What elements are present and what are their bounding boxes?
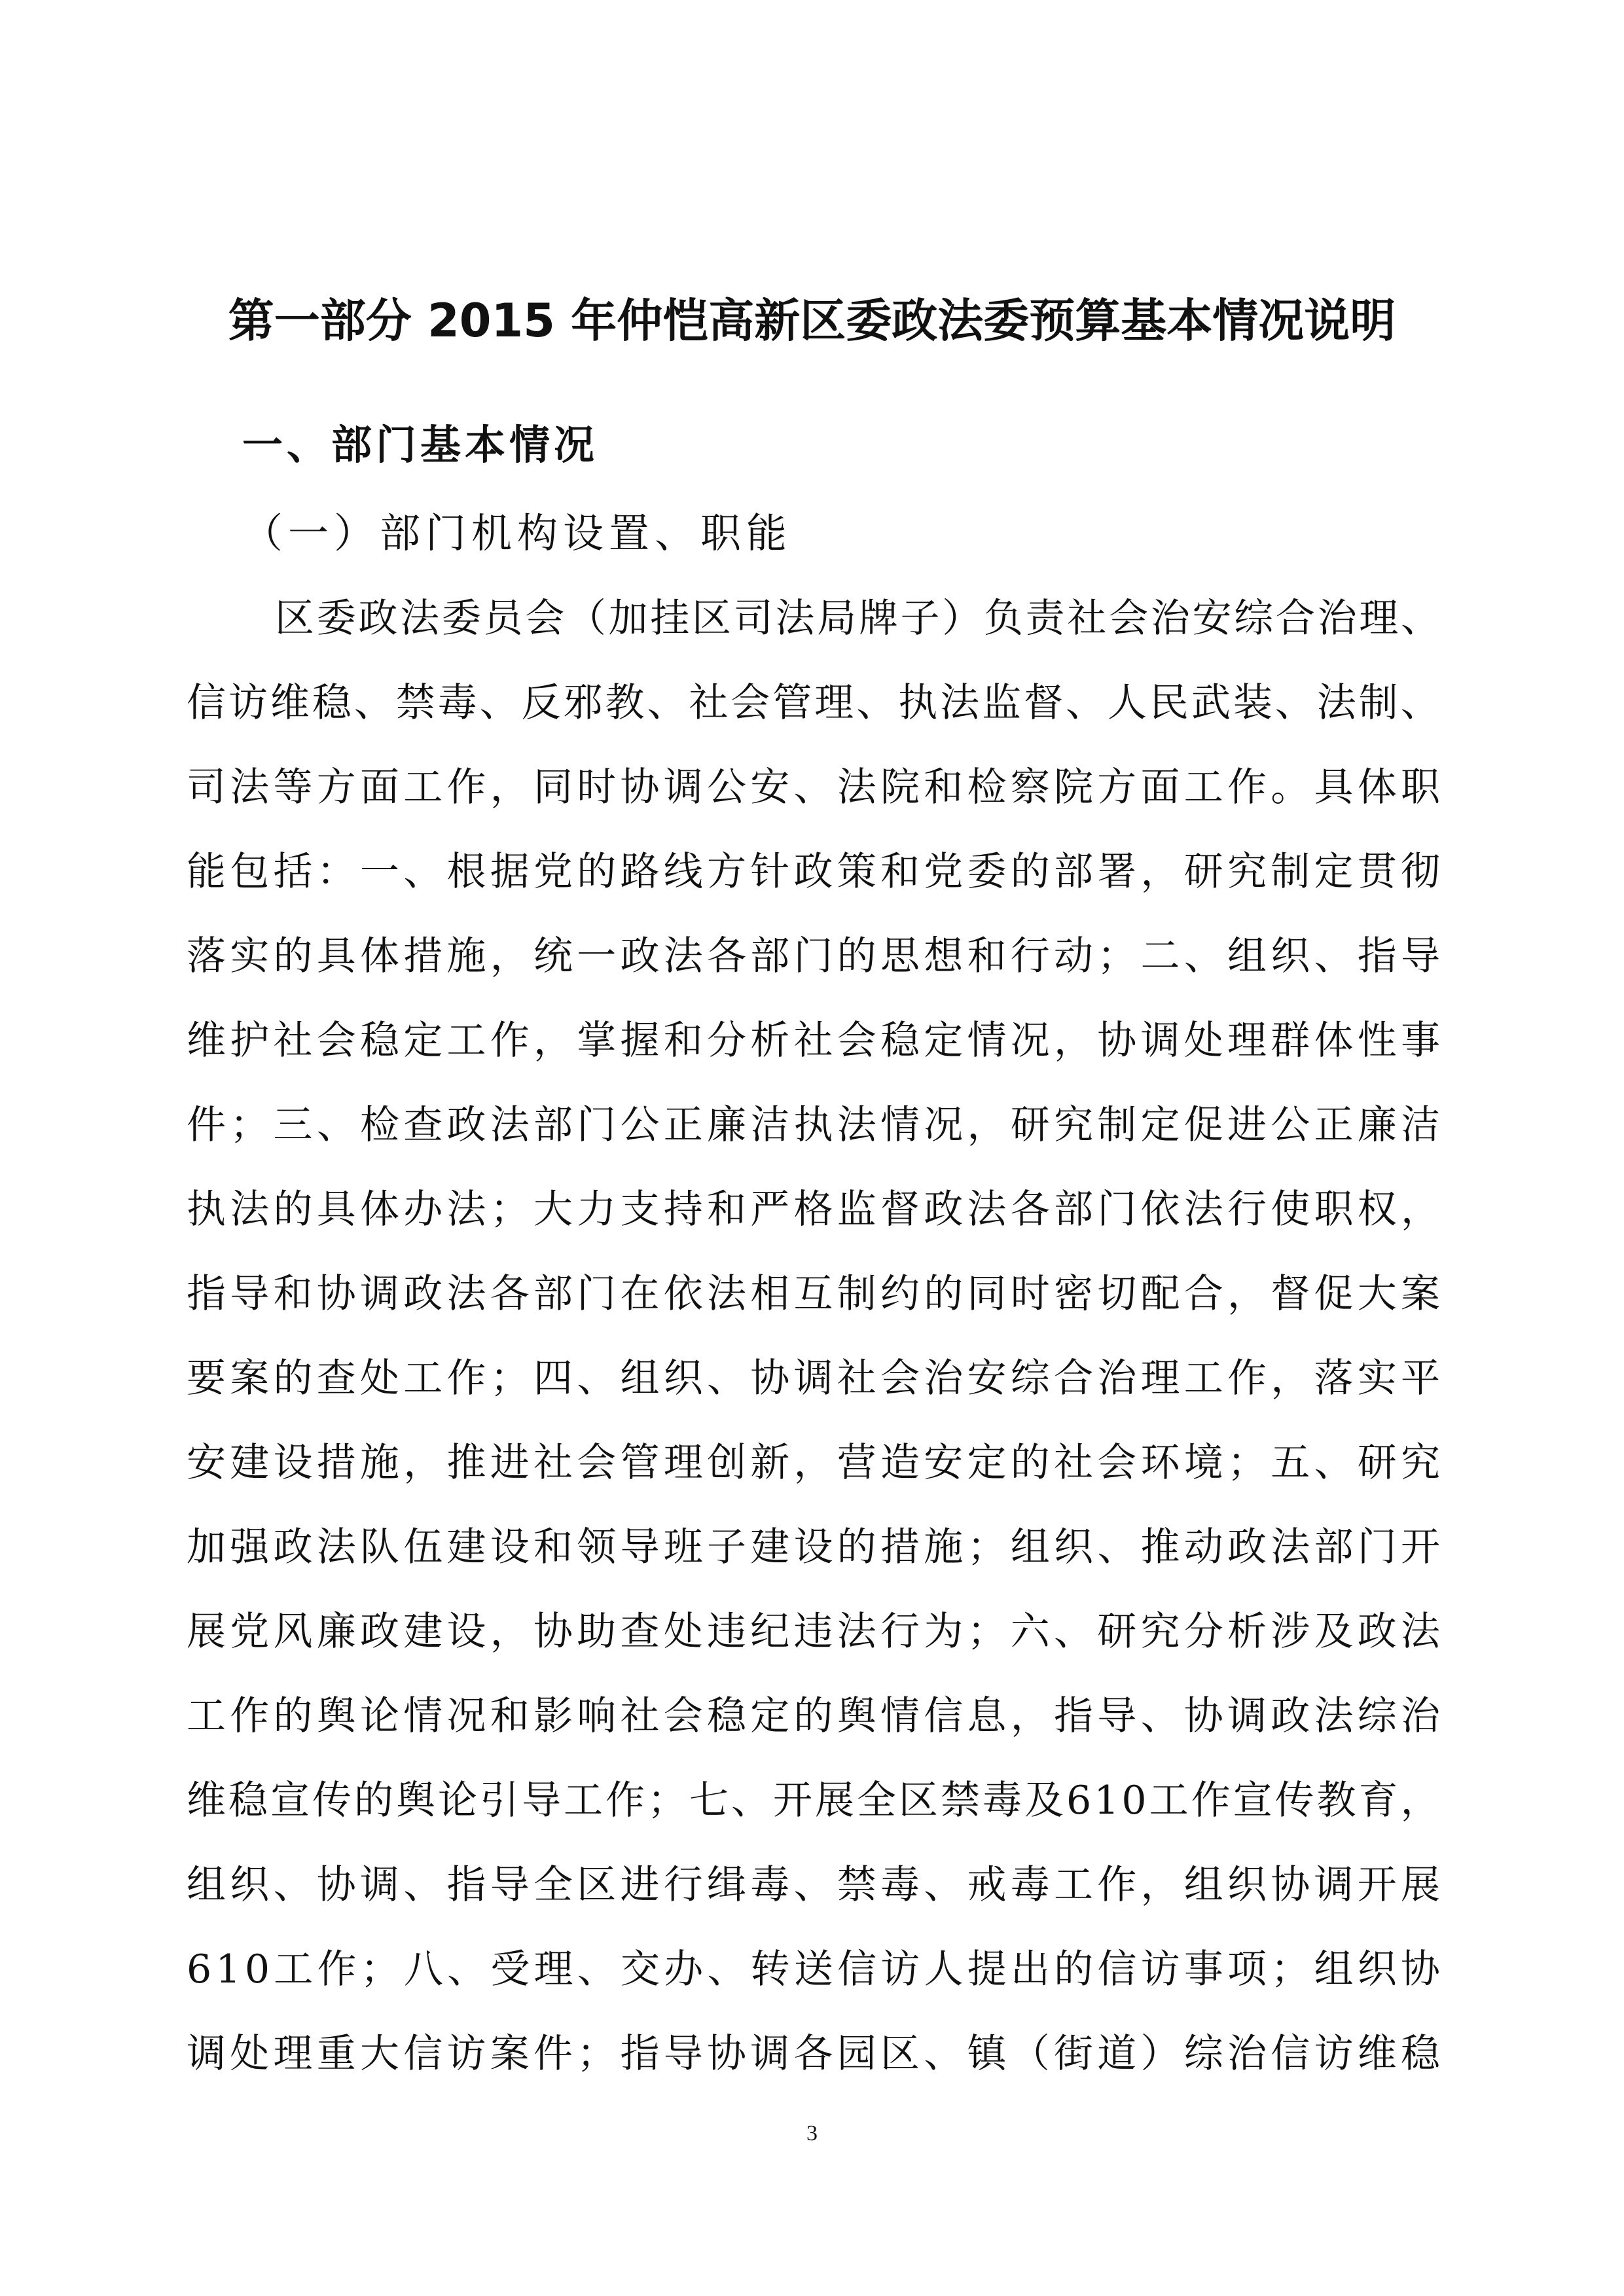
body-line: 司 法 等 方 面 工 作 ， 同 时 协 调 公 安 、 法 院 和 检 察 院 方 面 工 作 。 具 体 职 xyxy=(187,764,1440,810)
body-line: 维 护 社 会 稳 定 工 作 ， 掌 握 和 分 析 社 会 稳 定 情 况 ， 协 调 处 理 群 体 性 事 xyxy=(187,1018,1440,1064)
page-number: 3 xyxy=(806,2121,818,2145)
body-line: 区 委 政 法 委 员 会 （ 加 挂 区 司 法 局 牌 子 ） 负 责 社 会 治 安 综 合 治 理 、 xyxy=(275,596,1440,641)
body-line: 指 导 和 协 调 政 法 各 部 门 在 依 法 相 互 制 约 的 同 时 密 切 配 合 ， 督 促 大 案 xyxy=(187,1271,1440,1317)
body-line: 维 稳 宣 传 的 舆 论 引 导 工 作 ； 七 、 开 展 全 区 禁 毒 及 6 1 0 工 作 宣 传 教 育 ， xyxy=(187,1778,1440,1823)
body-line: 调 处 理 重 大 信 访 案 件 ； 指 导 协 调 各 园 区 、 镇 （ 街 道 ） 综 治 信 访 维 稳 xyxy=(187,2031,1440,2077)
body-line: 信 访 维 稳 、 禁 毒 、 反 邪 教 、 社 会 管 理 、 执 法 监 督 、 人 民 武 装 、 法 制 、 xyxy=(187,680,1440,726)
body-line: 件 ； 三 、 检 查 政 法 部 门 公 正 廉 洁 执 法 情 况 ， 研 究 制 定 促 进 公 正 廉 洁 xyxy=(187,1102,1440,1148)
body-line: 能 包 括 ： 一 、 根 据 党 的 路 线 方 针 政 策 和 党 委 的 部 署 ， 研 究 制 定 贯 彻 xyxy=(187,849,1440,895)
body-line: 6 1 0 工 作 ； 八 、 受 理 、 交 办 、 转 送 信 访 人 提 出 的 信 访 事 项 ； 组 织 协 xyxy=(187,1946,1440,1992)
body-line: 落 实 的 具 体 措 施 ， 统 一 政 法 各 部 门 的 思 想 和 行 动 ； 二 、 组 织 、 指 导 xyxy=(187,933,1440,979)
body-line: 要 案 的 查 处 工 作 ； 四 、 组 织 、 协 调 社 会 治 安 综 合 治 理 工 作 ， 落 实 平 xyxy=(187,1355,1440,1401)
body-line: 工 作 的 舆 论 情 况 和 影 响 社 会 稳 定 的 舆 情 信 息 ， 指 导 、 协 调 政 法 综 治 xyxy=(187,1693,1440,1739)
body-line: 加 强 政 法 队 伍 建 设 和 领 导 班 子 建 设 的 措 施 ； 组 织 、 推 动 政 法 部 门 开 xyxy=(187,1524,1440,1570)
body-line: 安 建 设 措 施 ， 推 进 社 会 管 理 创 新 ， 营 造 安 定 的 社 会 环 境 ； 五 、 研 究 xyxy=(187,1440,1440,1486)
section-heading: 一、部门基本情况 xyxy=(242,421,599,469)
body-line: 执 法 的 具 体 办 法 ； 大 力 支 持 和 严 格 监 督 政 法 各 部 门 依 法 行 使 职 权 ， xyxy=(187,1187,1440,1232)
body-line: 组 织 、 协 调 、 指 导 全 区 进 行 缉 毒 、 禁 毒 、 戒 毒 工 作 ， 组 织 协 调 开 展 xyxy=(187,1862,1440,1908)
subsection-heading: （一）部门机构设置、职能 xyxy=(242,509,793,557)
body-line: 展 党 风 廉 政 建 设 ， 协 助 查 处 违 纪 违 法 行 为 ； 六 、 研 究 分 析 涉 及 政 法 xyxy=(187,1609,1440,1655)
page-title: 第一部分 2015 年仲恺高新区委政法委预算基本情况说明 xyxy=(228,294,1396,348)
